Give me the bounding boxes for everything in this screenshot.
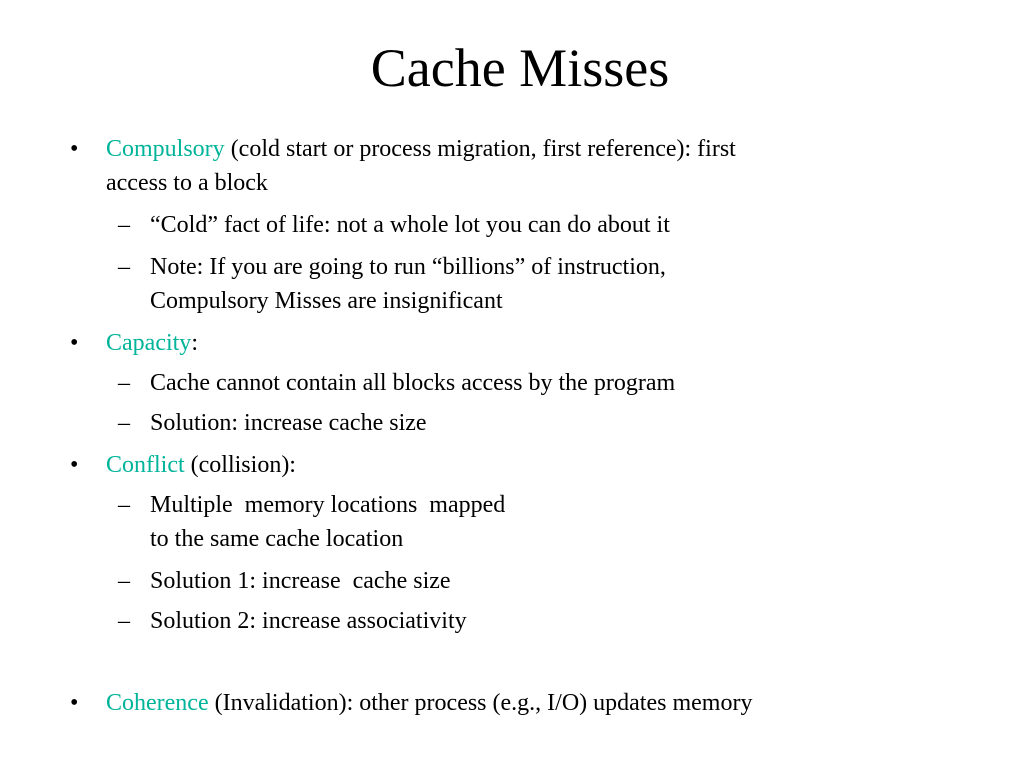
dash-glyph: – [118,212,130,238]
bullet-coherence [106,686,752,720]
bullet-text-continuation: access to a block [106,170,268,196]
dash-glyph: – [118,608,130,634]
keyword-capacity: Capacity [106,330,192,356]
dash-glyph: – [118,492,130,518]
bullet-capacity [106,326,198,360]
bullet-text: (cold start or process migration, first reference): first [224,136,736,162]
bullet-glyph: • [70,690,79,716]
keyword-coherence: Coherence [106,690,209,716]
bullet-conflict [106,448,296,482]
dash-glyph: – [118,568,130,594]
bullet-text: (collision): [184,452,296,478]
bullet-glyph: • [70,452,79,478]
bullet-text: : [191,330,198,356]
dash-glyph: – [118,410,130,436]
bullet-compulsory [106,132,736,166]
sub-item: Solution: increase cache size [150,410,427,436]
bullet-glyph: • [70,136,79,162]
sub-item: Cache cannot contain all blocks access by the program [150,370,676,396]
sub-item: “Cold” fact of life: not a whole lot you can do about it [150,212,670,238]
sub-item: Solution 1: increase cache size [150,568,451,594]
sub-item-continuation: Compulsory Misses are insignificant [150,288,503,314]
slide-title: Cache Misses [370,38,670,98]
bullet-glyph: • [70,330,79,356]
keyword-compulsory: Compulsory [106,136,225,162]
sub-item: Solution 2: increase associativity [150,608,467,634]
bullet-text: (Invalidation): other process (e.g., I/O) updates memory [208,690,753,716]
keyword-conflict: Conflict [106,452,185,478]
sub-item: Multiple memory locations mapped [150,492,506,518]
dash-glyph: – [118,370,130,396]
sub-item: Note: If you are going to run “billions” of instruction, [150,254,666,280]
sub-item-continuation: to the same cache location [150,526,404,552]
dash-glyph: – [118,254,130,280]
